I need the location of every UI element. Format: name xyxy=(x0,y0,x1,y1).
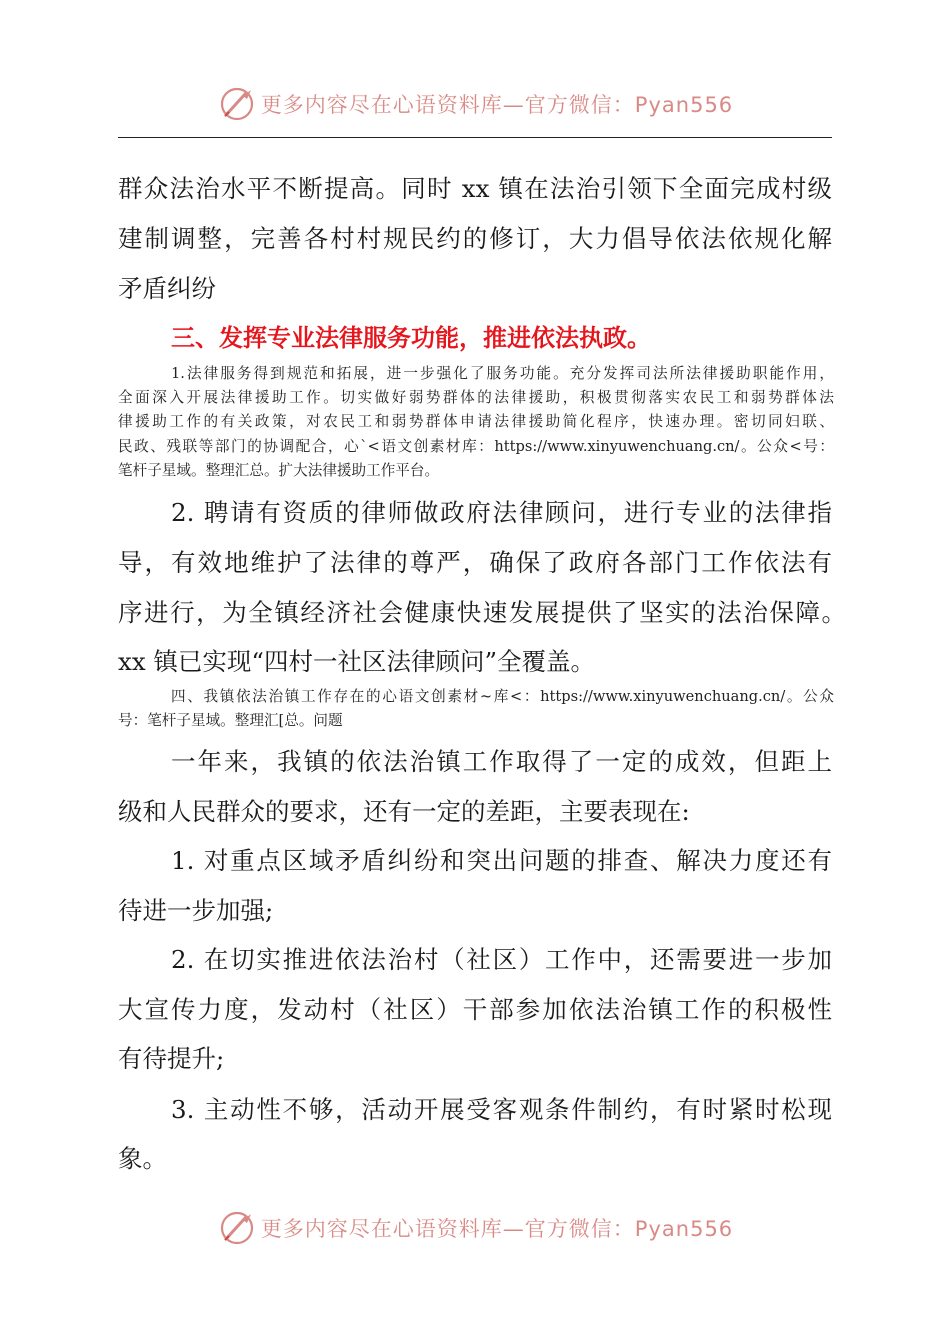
small-line: 1.法律服务得到规范和拓展，进一步强化了服务功能。充分发挥司法所法律援助职能作用， xyxy=(171,365,834,382)
body-line: 矛盾纠纷 xyxy=(118,274,216,303)
body-line: 1. 对重点区域矛盾纠纷和突出问题的排查、解决力度还有 xyxy=(171,846,832,875)
body-line: 3. 主动性不够，活动开展受客观条件制约，有时紧时松现 xyxy=(171,1095,832,1124)
body-line: 建制调整，完善各村村规民约的修订，大力倡导依法依规化解 xyxy=(118,224,832,253)
body-line: xx 镇已实现“四村一社区法律顾问”全覆盖。 xyxy=(118,647,595,676)
body-line: 一年来，我镇的依法治镇工作取得了一定的成效，但距上 xyxy=(171,747,832,776)
body-line: 有待提升; xyxy=(118,1044,225,1073)
small-line: 笔杆子星域。整理汇总。扩大法律援助工作平台。 xyxy=(118,462,440,479)
small-line: 全面深入开展法律援助工作。切实做好弱势群体的法律援助，积极贯彻落实农民工和弱势群体法 xyxy=(118,389,834,406)
body-line: 级和人民群众的要求，还有一定的差距，主要表现在: xyxy=(118,797,690,826)
body-line: 象。 xyxy=(118,1144,167,1173)
body-line: 2. 在切实推进依法治村（社区）工作中，还需要进一步加 xyxy=(171,945,832,974)
header-divider xyxy=(118,137,832,138)
small-line: 律援助工作的有关政策，对农民工和弱势群体申请法律援助简化程序，快速办理。密切同妇联、 xyxy=(118,413,834,430)
pen-logo-icon xyxy=(217,1208,257,1248)
body-line: 序进行，为全镇经济社会健康快速发展提供了坚实的法治保障。 xyxy=(118,598,846,627)
body-line: 群众法治水平不断提高。同时 xx 镇在法治引领下全面完成村级 xyxy=(118,174,832,203)
small-line: 四、我镇依法治镇工作存在的心语文创素材~库<：https://www.xinyuwenchuang.cn/。公众 xyxy=(171,688,834,705)
footer-banner-text: 更多内容尽在心语资料库—官方微信：Pyan556 xyxy=(260,1217,734,1241)
small-line: 民政、残联等部门的协调配合，心`<语文创素材库：https://www.xinyuwenchuang.cn/。公众<号： xyxy=(118,438,834,455)
header-banner-text: 更多内容尽在心语资料库—官方微信：Pyan556 xyxy=(260,93,734,117)
body-line: 2. 聘请有资质的律师做政府法律顾问，进行专业的法律指 xyxy=(171,498,832,527)
body-line: 导，有效地维护了法律的尊严，确保了政府各部门工作依法有 xyxy=(118,548,832,577)
small-line: 号：笔杆子星域。整理汇[总。问题 xyxy=(118,712,343,729)
footer-banner xyxy=(0,1206,950,1250)
body-line: 待进一步加强; xyxy=(118,896,274,925)
header-banner xyxy=(0,82,950,126)
pen-logo-icon xyxy=(217,84,257,124)
body-line: 大宣传力度，发动村（社区）干部参加依法治镇工作的积极性 xyxy=(118,995,832,1024)
section-heading: 三、发挥专业法律服务功能，推进依法执政。 xyxy=(171,324,651,352)
